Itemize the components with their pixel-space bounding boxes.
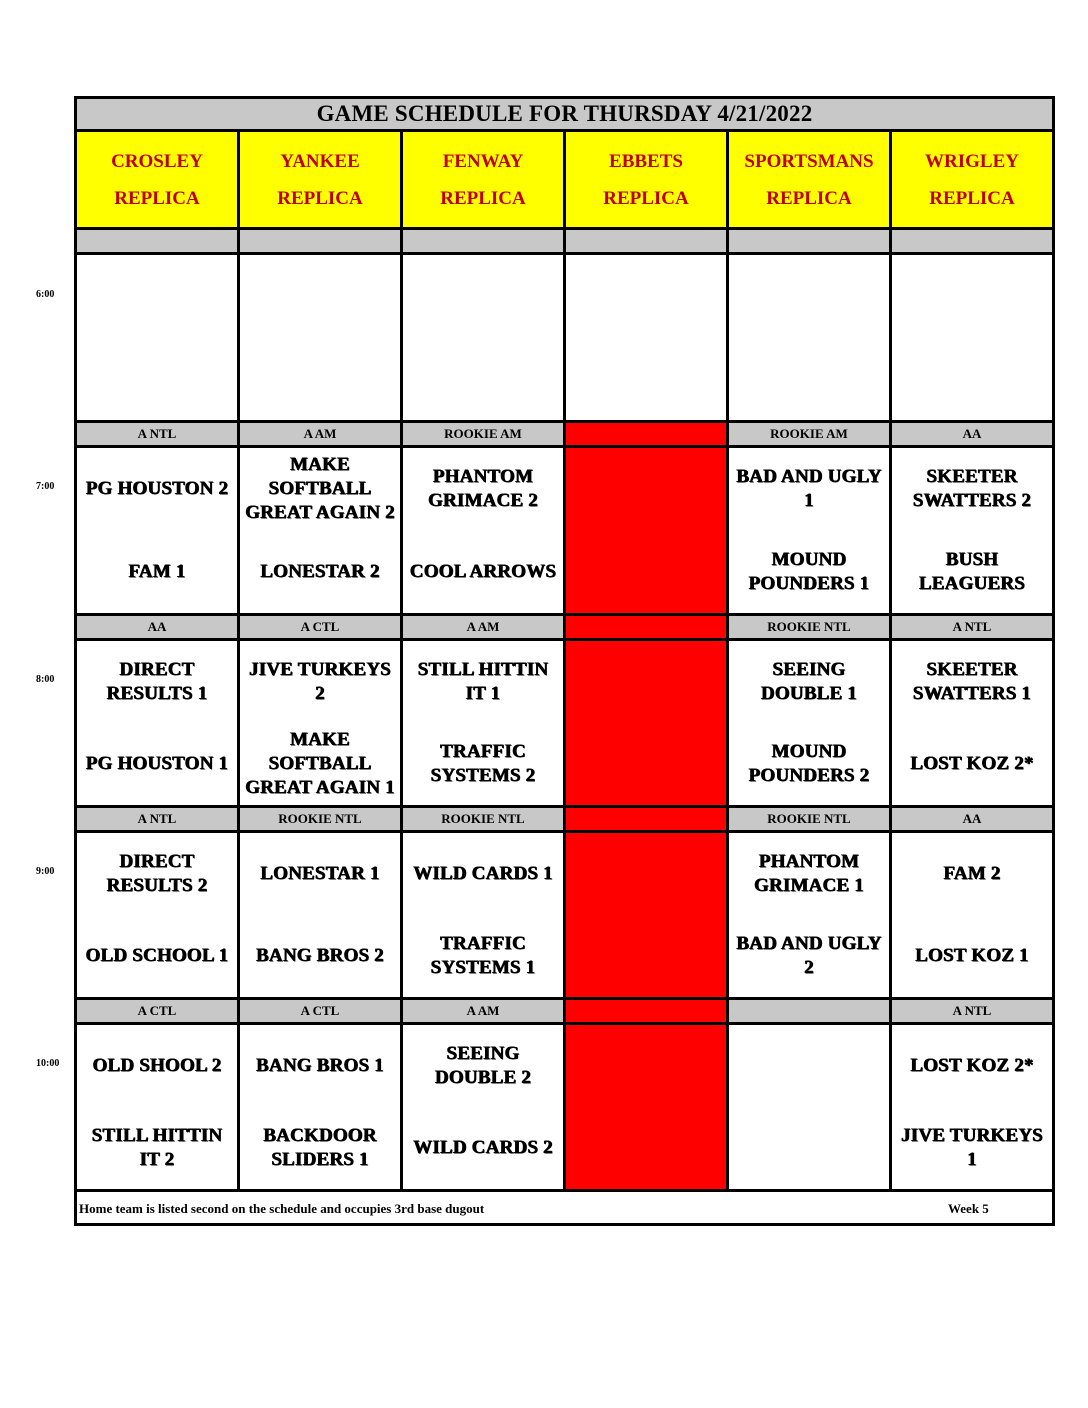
field-name: FENWAY (442, 150, 524, 172)
division-label: ROOKIE NTL (240, 808, 400, 830)
home-team: PG HOUSTON 1 (85, 753, 229, 774)
game-cell (892, 448, 1052, 613)
away-team: JIVE TURKEYS 2 (249, 659, 391, 704)
home-team: FAM 1 (128, 560, 186, 582)
field-closed (566, 833, 726, 997)
game-cell (240, 448, 400, 613)
away-team: LOST KOZ 2* (910, 1055, 1034, 1076)
division-label: A NTL (892, 616, 1052, 638)
division-label: A NTL (892, 1000, 1052, 1022)
division-label: AA (892, 423, 1052, 445)
away-team: STILL HITTIN IT 1 (417, 659, 549, 704)
home-team: LOST KOZ 1 (915, 945, 1029, 966)
away-team: WILD CARDS 1 (413, 863, 553, 884)
home-team: STILL HITTIN IT 2 (91, 1125, 223, 1170)
division-label: A NTL (77, 423, 237, 445)
division-label (403, 230, 563, 252)
home-team: MAKE SOFTBALL GREAT AGAIN 1 (245, 729, 395, 798)
game-cell (240, 1025, 400, 1189)
field-closed (566, 448, 726, 613)
home-team: MOUND POUNDERS 1 (748, 548, 870, 594)
field-header-yankee (240, 132, 400, 227)
game-cell (729, 1025, 889, 1189)
grid-column-rule (237, 129, 240, 1192)
time-label: 6:00 (36, 289, 55, 300)
division-label: AA (892, 808, 1052, 830)
field-header-sportsmans (729, 132, 889, 227)
home-team: BANG BROS 2 (256, 945, 384, 966)
home-team: WILD CARDS 2 (413, 1137, 553, 1158)
division-label: A AM (240, 423, 400, 445)
away-team: FAM 2 (943, 863, 1001, 884)
field-subtitle: REPLICA (929, 187, 1015, 209)
division-label (566, 423, 726, 445)
division-label (566, 230, 726, 252)
away-team: DIRECT RESULTS 1 (106, 659, 208, 704)
game-cell (403, 1025, 563, 1189)
division-label: A NTL (77, 808, 237, 830)
away-team: PHANTOM GRIMACE 1 (754, 851, 864, 896)
away-team: SKEETER SWATTERS 1 (912, 659, 1032, 704)
division-label: ROOKIE NTL (729, 616, 889, 638)
game-cell (566, 255, 726, 420)
field-name: WRIGLEY (925, 150, 1019, 172)
game-cell (77, 833, 237, 997)
home-team (731, 1110, 887, 1186)
division-label (566, 1000, 726, 1022)
away-team: PHANTOM GRIMACE 2 (428, 466, 538, 512)
division-label (566, 808, 726, 830)
game-cell (403, 448, 563, 613)
game-cell (892, 1025, 1052, 1189)
division-label: A CTL (240, 616, 400, 638)
time-label: 8:00 (36, 674, 55, 685)
game-cell (729, 448, 889, 613)
division-label (566, 616, 726, 638)
away-team: OLD SHOOL 2 (92, 1055, 222, 1076)
home-team: LOST KOZ 2* (910, 753, 1034, 774)
division-label: A AM (403, 616, 563, 638)
footer-note: Home team is listed second on the schedule and occupies 3rd base dugout (79, 1201, 485, 1216)
field-header-ebbets (566, 132, 726, 227)
field-header-crosley (77, 132, 237, 227)
grid-column-rule (563, 129, 566, 1192)
field-subtitle: REPLICA (114, 187, 200, 209)
footer-week: Week 5 (948, 1201, 989, 1216)
home-team: BUSH LEAGUERS (918, 548, 1026, 594)
away-team: SEEING DOUBLE 1 (760, 659, 858, 704)
away-team (731, 1028, 887, 1104)
division-label (240, 230, 400, 252)
division-label: AA (77, 616, 237, 638)
field-subtitle: REPLICA (440, 187, 526, 209)
division-label (729, 230, 889, 252)
time-label: 10:00 (36, 1058, 60, 1069)
away-team: BAD AND UGLY 1 (736, 466, 882, 512)
division-label: ROOKIE NTL (403, 808, 563, 830)
field-name: EBBETS (609, 150, 683, 172)
field-subtitle: REPLICA (277, 187, 363, 209)
division-label (892, 230, 1052, 252)
field-name: SPORTSMANS (744, 150, 874, 172)
away-team: LONESTAR 1 (260, 863, 380, 884)
grid-column-rule (889, 129, 892, 1192)
home-team: JIVE TURKEYS 1 (901, 1125, 1043, 1170)
field-header-wrigley (892, 132, 1052, 227)
division-label: ROOKIE NTL (729, 808, 889, 830)
division-label (729, 1000, 889, 1022)
away-team: DIRECT RESULTS 2 (106, 851, 208, 896)
home-team: OLD SCHOOL 1 (85, 945, 229, 966)
game-cell (77, 255, 237, 420)
away-team: SKEETER SWATTERS 2 (912, 466, 1032, 512)
game-cell (403, 255, 563, 420)
grid-column-rule (726, 129, 729, 1192)
field-name: YANKEE (280, 150, 360, 172)
game-cell (403, 641, 563, 805)
game-cell (77, 448, 237, 613)
away-team: SEEING DOUBLE 2 (434, 1043, 532, 1088)
game-cell (403, 833, 563, 997)
field-name: CROSLEY (111, 150, 203, 172)
home-team: BACKDOOR SLIDERS 1 (263, 1125, 377, 1170)
home-team: TRAFFIC SYSTEMS 1 (430, 933, 536, 978)
game-cell (240, 641, 400, 805)
home-team: BAD AND UGLY 2 (736, 933, 882, 978)
division-label (77, 230, 237, 252)
game-cell (240, 255, 400, 420)
division-label: ROOKIE AM (729, 423, 889, 445)
game-cell (729, 255, 889, 420)
home-team: MOUND POUNDERS 2 (748, 741, 870, 786)
field-closed (566, 1025, 726, 1189)
away-team: PG HOUSTON 2 (85, 478, 229, 500)
game-cell (892, 833, 1052, 997)
field-closed (566, 641, 726, 805)
division-label: A CTL (240, 1000, 400, 1022)
home-team: LONESTAR 2 (260, 560, 380, 582)
game-cell (892, 641, 1052, 805)
game-cell (729, 641, 889, 805)
time-label: 9:00 (36, 866, 55, 877)
schedule-title: GAME SCHEDULE FOR THURSDAY 4/21/2022 (77, 99, 1052, 129)
division-label: ROOKIE AM (403, 423, 563, 445)
field-header-fenway (403, 132, 563, 227)
game-cell (77, 1025, 237, 1189)
away-team: BANG BROS 1 (256, 1055, 384, 1076)
home-team: COOL ARROWS (409, 560, 557, 582)
division-label: A AM (403, 1000, 563, 1022)
field-subtitle: REPLICA (766, 187, 852, 209)
game-cell (729, 833, 889, 997)
grid-column-rule (400, 129, 403, 1192)
game-cell (892, 255, 1052, 420)
away-team: MAKE SOFTBALL GREAT AGAIN 2 (245, 454, 395, 524)
field-subtitle: REPLICA (603, 187, 689, 209)
home-team: TRAFFIC SYSTEMS 2 (430, 741, 536, 786)
game-cell (77, 641, 237, 805)
game-cell (240, 833, 400, 997)
division-label: A CTL (77, 1000, 237, 1022)
time-label: 7:00 (36, 481, 55, 492)
